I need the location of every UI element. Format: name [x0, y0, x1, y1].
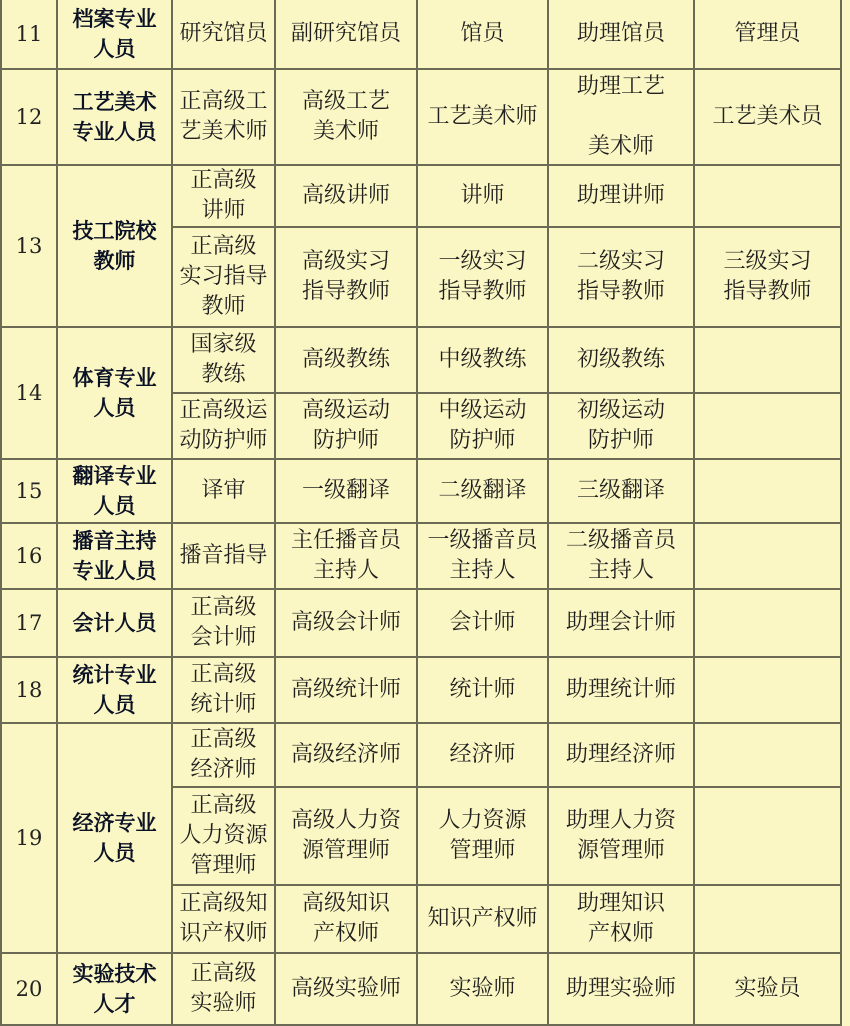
title-cell: 助理讲师 [548, 165, 694, 227]
row-number: 12 [1, 69, 57, 165]
title-cell [694, 523, 841, 589]
title-cell: 高级实习 指导教师 [275, 227, 417, 327]
title-cell: 高级会计师 [275, 589, 417, 657]
title-cell: 助理知识 产权师 [548, 885, 694, 953]
title-cell: 正高级运 动防护师 [172, 393, 275, 459]
title-cell: 人力资源 管理师 [417, 787, 548, 885]
title-cell: 工艺美术师 [417, 69, 548, 165]
title-cell: 中级运动 防护师 [417, 393, 548, 459]
row-number: 18 [1, 657, 57, 723]
category-cell: 工艺美术 专业人员 [57, 69, 172, 165]
table-row [1, 327, 841, 393]
title-cell: 播音指导 [172, 523, 275, 589]
title-cell: 正高级 会计师 [172, 589, 275, 657]
title-cell: 经济师 [417, 723, 548, 787]
title-cell: 高级人力资 源管理师 [275, 787, 417, 885]
row-number: 15 [1, 459, 57, 523]
title-cell: 高级经济师 [275, 723, 417, 787]
category-cell: 翻译专业 人员 [57, 459, 172, 523]
title-cell: 管理员 [694, 0, 841, 69]
title-cell: 正高级知 识产权师 [172, 885, 275, 953]
title-cell: 高级讲师 [275, 165, 417, 227]
title-cell [694, 723, 841, 787]
category-cell: 档案专业 人员 [57, 0, 172, 69]
row-number: 14 [1, 327, 57, 459]
title-cell: 助理实验师 [548, 953, 694, 1025]
category-cell: 统计专业 人员 [57, 657, 172, 723]
title-cell [694, 327, 841, 393]
title-cell: 工艺美术员 [694, 69, 841, 165]
title-cell: 副研究馆员 [275, 0, 417, 69]
title-cell [694, 885, 841, 953]
title-cell: 正高级工 艺美术师 [172, 69, 275, 165]
title-cell: 正高级 统计师 [172, 657, 275, 723]
title-cell: 高级运动 防护师 [275, 393, 417, 459]
title-cell: 三级实习 指导教师 [694, 227, 841, 327]
title-cell: 三级翻译 [548, 459, 694, 523]
title-cell: 一级翻译 [275, 459, 417, 523]
table-row [1, 953, 841, 1025]
title-cell: 正高级 经济师 [172, 723, 275, 787]
row-number: 20 [1, 953, 57, 1025]
row-number: 17 [1, 589, 57, 657]
title-cell: 助理统计师 [548, 657, 694, 723]
title-cell: 二级实习 指导教师 [548, 227, 694, 327]
table-row [1, 165, 841, 227]
table-row [1, 589, 841, 657]
category-cell: 实验技术 人才 [57, 953, 172, 1025]
title-cell: 助理人力资 源管理师 [548, 787, 694, 885]
table-row [1, 459, 841, 523]
title-cell [694, 657, 841, 723]
title-cell: 助理会计师 [548, 589, 694, 657]
title-cell: 正高级 实验师 [172, 953, 275, 1025]
title-cell: 主任播音员 主持人 [275, 523, 417, 589]
row-number: 16 [1, 523, 57, 589]
title-cell [694, 787, 841, 885]
table-row [1, 0, 841, 69]
row-number: 19 [1, 723, 57, 953]
title-cell: 正高级 讲师 [172, 165, 275, 227]
title-cell: 中级教练 [417, 327, 548, 393]
title-cell: 助理馆员 [548, 0, 694, 69]
table-row [1, 723, 841, 787]
title-cell: 实验员 [694, 953, 841, 1025]
table-row [1, 69, 841, 165]
title-cell: 讲师 [417, 165, 548, 227]
title-cell: 高级教练 [275, 327, 417, 393]
title-cell [694, 393, 841, 459]
title-cell [694, 589, 841, 657]
title-cell: 二级翻译 [417, 459, 548, 523]
title-cell [694, 165, 841, 227]
title-cell: 正高级 实习指导 教师 [172, 227, 275, 327]
category-cell: 会计人员 [57, 589, 172, 657]
title-cell: 高级实验师 [275, 953, 417, 1025]
title-cell: 初级教练 [548, 327, 694, 393]
title-cell: 会计师 [417, 589, 548, 657]
title-cell: 高级统计师 [275, 657, 417, 723]
category-cell: 播音主持 专业人员 [57, 523, 172, 589]
title-cell: 高级知识 产权师 [275, 885, 417, 953]
title-cell: 一级播音员 主持人 [417, 523, 548, 589]
title-cell: 高级工艺 美术师 [275, 69, 417, 165]
title-cell: 助理经济师 [548, 723, 694, 787]
title-cell: 助理工艺 美术师 [548, 69, 694, 165]
title-cell: 知识产权师 [417, 885, 548, 953]
title-cell: 实验师 [417, 953, 548, 1025]
table-row [1, 523, 841, 589]
row-number: 11 [1, 0, 57, 69]
title-cell [694, 459, 841, 523]
category-cell: 体育专业 人员 [57, 327, 172, 459]
title-cell: 二级播音员 主持人 [548, 523, 694, 589]
category-cell: 技工院校 教师 [57, 165, 172, 327]
title-cell: 初级运动 防护师 [548, 393, 694, 459]
title-cell: 一级实习 指导教师 [417, 227, 548, 327]
title-cell: 馆员 [417, 0, 548, 69]
title-cell: 统计师 [417, 657, 548, 723]
title-cell: 国家级 教练 [172, 327, 275, 393]
category-cell: 经济专业 人员 [57, 723, 172, 953]
row-number: 13 [1, 165, 57, 327]
title-cell: 研究馆员 [172, 0, 275, 69]
title-cell: 译审 [172, 459, 275, 523]
table-row [1, 657, 841, 723]
title-cell: 正高级 人力资源 管理师 [172, 787, 275, 885]
